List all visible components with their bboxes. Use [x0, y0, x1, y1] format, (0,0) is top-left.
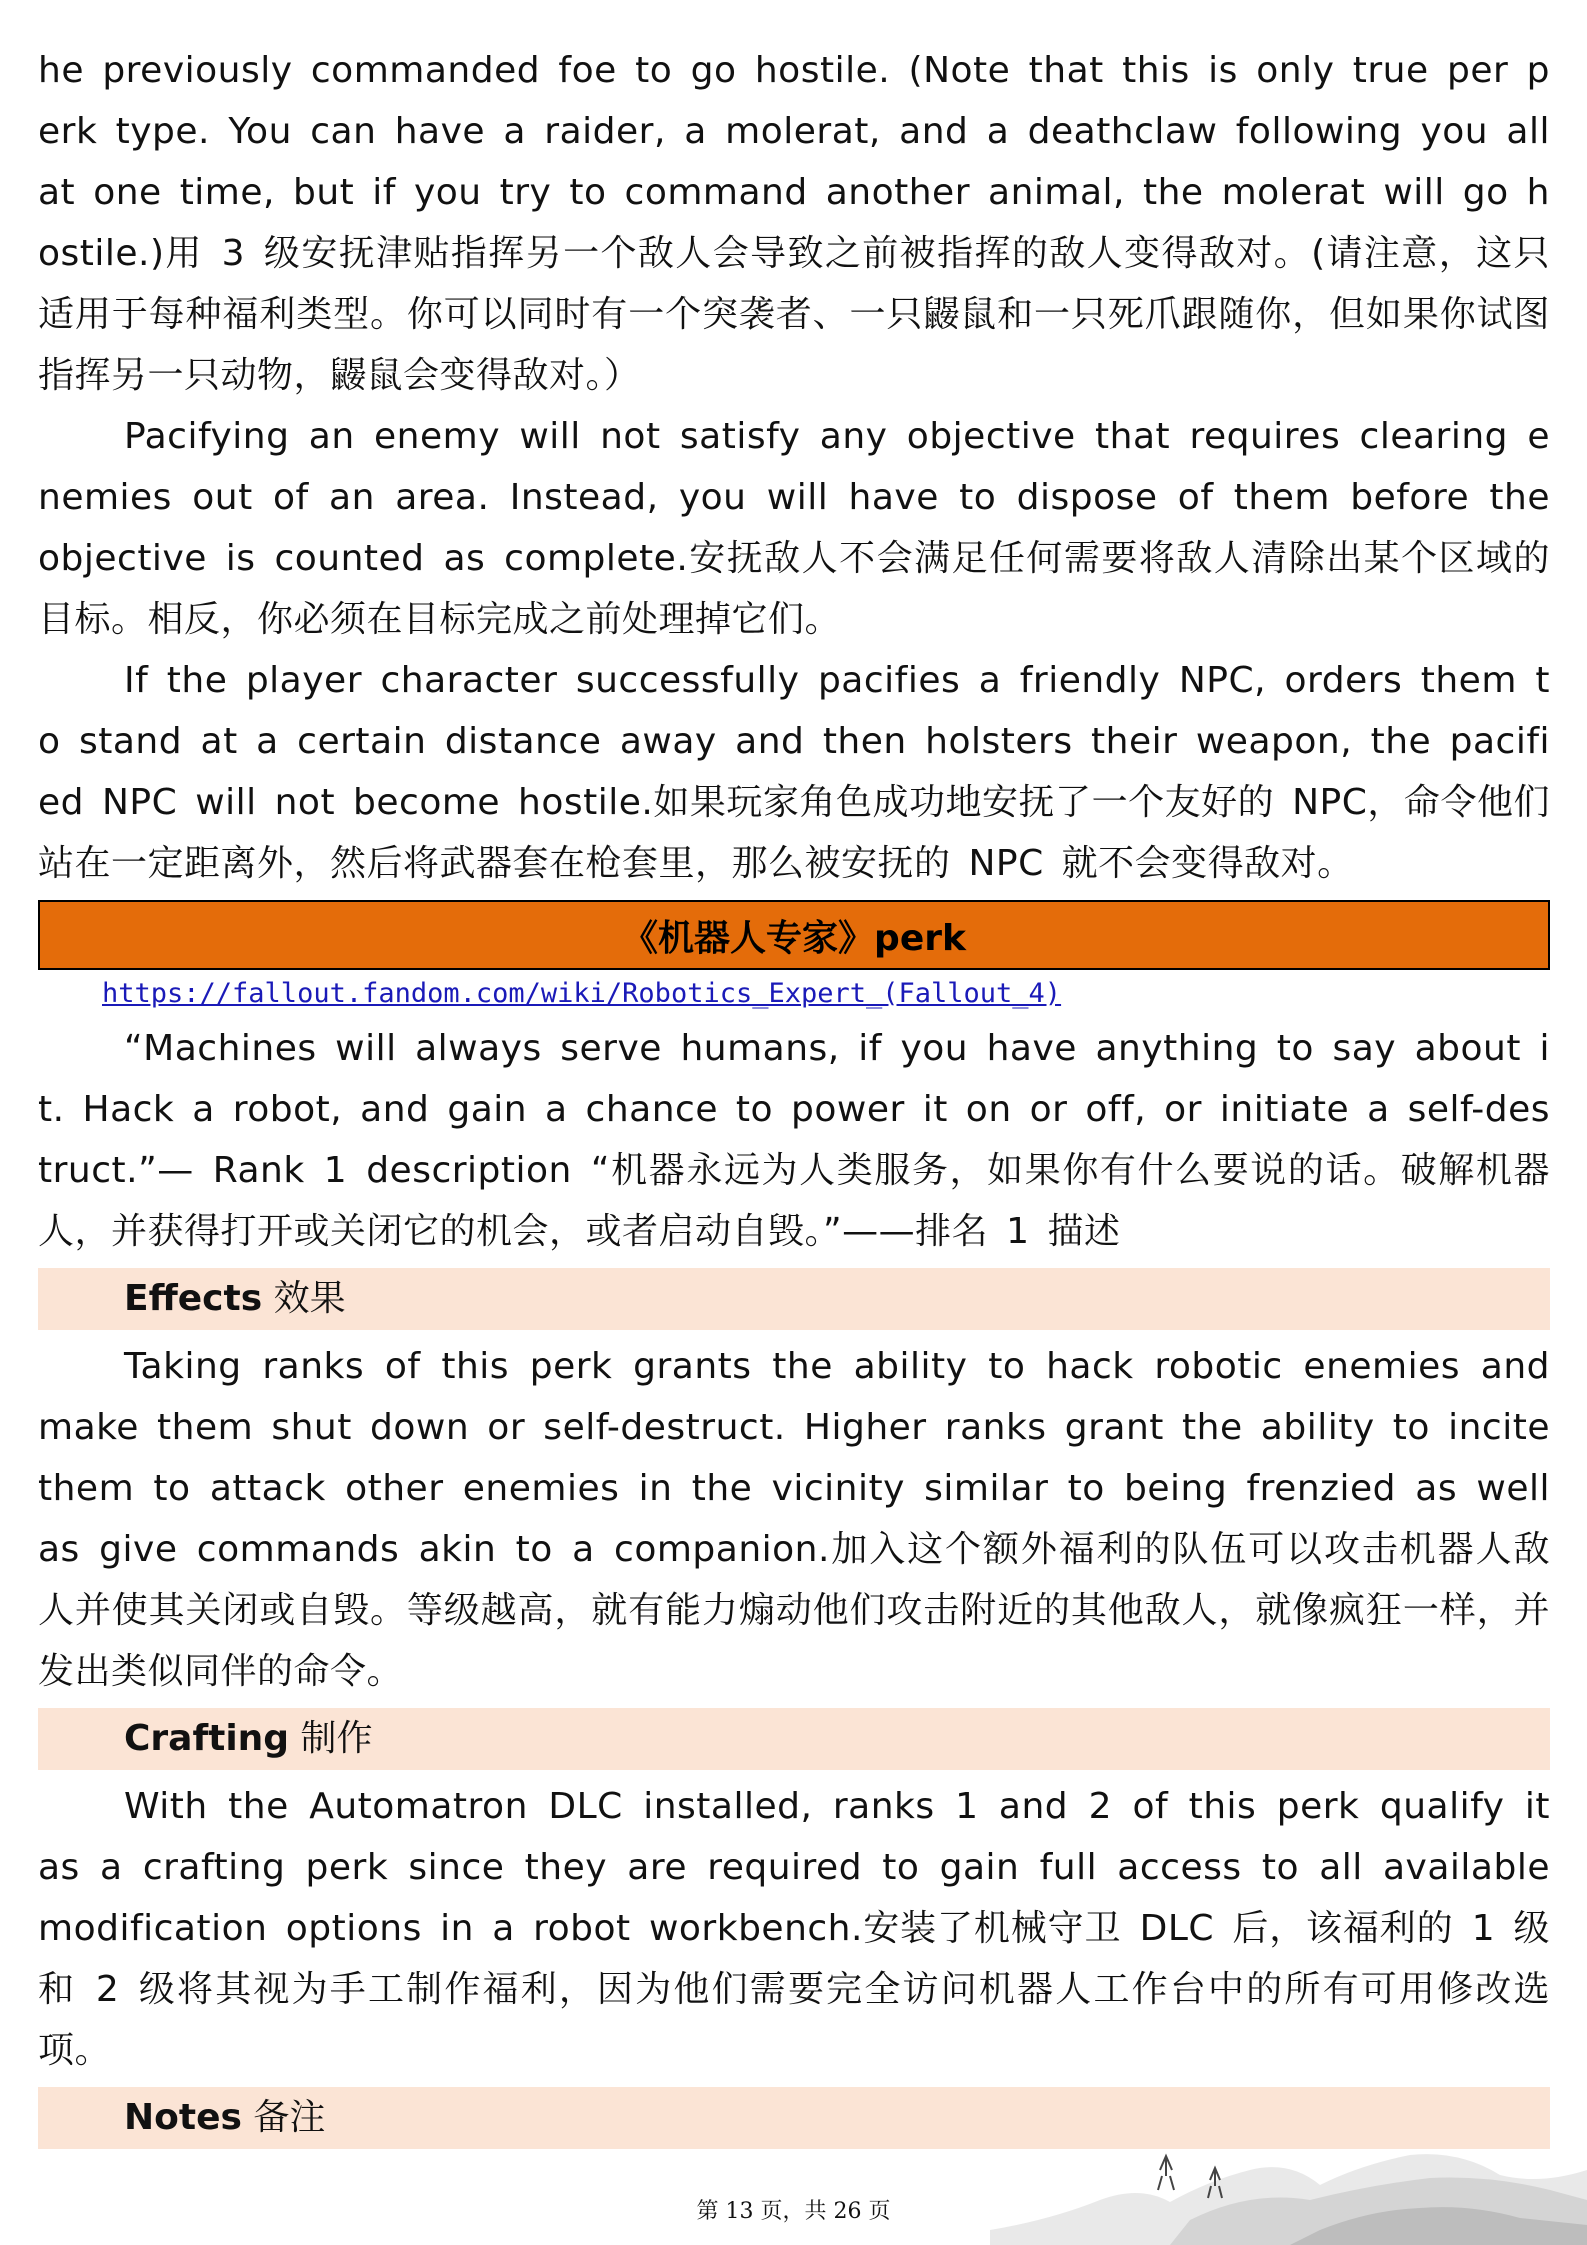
paragraph-pacify-rank3: he previously commanded foe to go hostile. (Note that this is only true per perk type. You can have a raider, a molerat, and a deathclaw following you all at one time, but if you try to command another animal, the molerat will go hostile.)用 3 级安抚津贴指挥另一个敌人会导致之前被指挥的敌人变得敌对。(请注意，这只适用于每种福利类型。你可以同时有一个突袭者、一只鼹鼠和一只死爪跟随你，但如果你试图指挥另一只动物，鼹鼠会变得敌对。）	[38, 50, 1550, 396]
paragraph-crafting: With the Automatron DLC installed, ranks 1 and 2 of this perk qualify it as a crafting perk since they are required to gain full access to all available modification options in a robot workbench.安装了机械守卫 DLC 后，该福利的 1 级和 2 级将其视为手工制作福利，因为他们需要完全访问机器人工作台中的所有可用修改选项。	[38, 1786, 1550, 2071]
paragraph-pacify-friendly-npc: If the player character successfully pacifies a friendly NPC, orders them to stand at a certain distance away and then holsters their weapon, the pacified NPC will not become hostile.如果玩家角色成功地安抚了一个友好的 NPC，命令他们站在一定距离外，然后将武器套在枪套里，那么被安抚的 NPC 就不会变得敌对。	[38, 660, 1550, 884]
section-heading-effects-cn: 效果	[273, 1278, 346, 1319]
section-heading-crafting-cn: 制作	[300, 1718, 373, 1759]
perk-title-bar	[38, 900, 1550, 970]
mountain-crane-decoration-icon	[990, 2130, 1587, 2245]
section-heading-notes-en: Notes	[124, 2097, 242, 2138]
perk-wiki-link[interactable]: https://fallout.fandom.com/wiki/Robotics_Expert_(Fallout_4)	[102, 978, 1062, 1009]
page-footer	[0, 2194, 1587, 2225]
paragraph-pacify-objective: Pacifying an enemy will not satisfy any objective that requires clearing enemies out of an area. Instead, you will have to dispose of them before the objective is counted as complete.安抚敌人不会满足任何需要将敌人清除出某个区域的目标。相反，你必须在目标完成之前处理掉它们。	[38, 416, 1550, 640]
paragraph-effects: Taking ranks of this perk grants the ability to hack robotic enemies and make them shut down or self-destruct. Higher ranks grant the ability to incite them to attack other enemies in the vicinity similar to being frenzied as well as give commands akin to a companion.加入这个额外福利的队伍可以攻击机器人敌人并使其关闭或自毁。等级越高，就有能力煽动他们攻击附近的其他敌人，就像疯狂一样，并发出类似同伴的命令。	[38, 1346, 1550, 1692]
section-heading-effects	[38, 1268, 1550, 1330]
section-heading-crafting	[38, 1708, 1550, 1770]
perk-title: 《机器人专家》perk	[622, 917, 966, 959]
section-heading-crafting-en: Crafting	[124, 1718, 290, 1759]
section-heading-effects-en: Effects	[124, 1278, 263, 1319]
section-heading-notes-cn: 备注	[253, 2097, 326, 2138]
perk-link-row	[38, 974, 1550, 1018]
document-page	[38, 40, 1550, 2155]
perk-quote: “Machines will always serve humans, if you have anything to say about it. Hack a robot, and gain a chance to power it on or off, or initiate a self-destruct.”— Rank 1 description “机器永远为人类服务，如果你有什么要说的话。破解机器人，并获得打开或关闭它的机会，或者启动自毁。”——排名 1 描述	[38, 1028, 1550, 1252]
page-number-label: 第 13 页，共 26 页	[696, 2199, 891, 2224]
